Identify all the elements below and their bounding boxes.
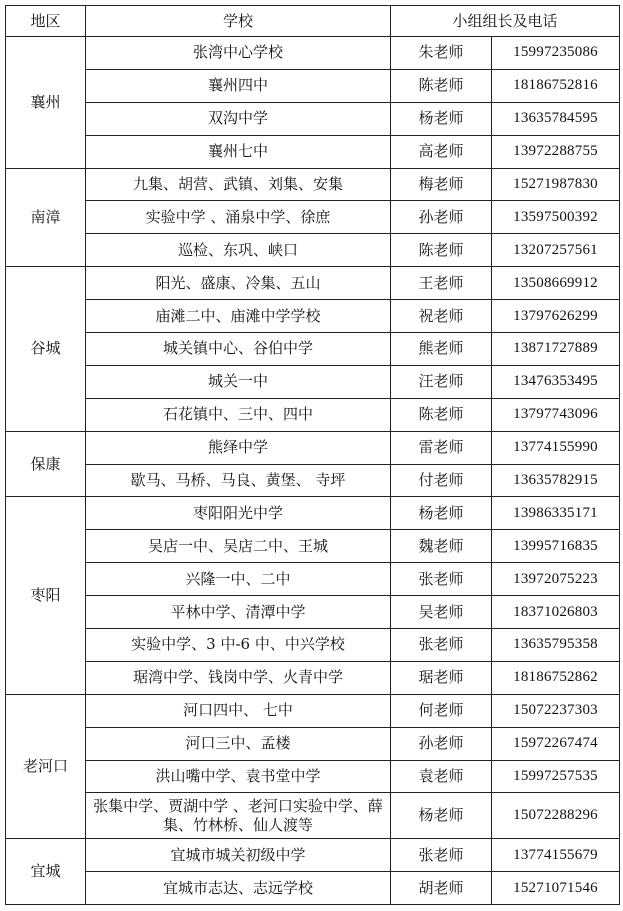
school-cell: 襄州七中 xyxy=(86,135,391,168)
region-cell: 宜城 xyxy=(6,839,86,905)
table-row xyxy=(6,596,620,629)
school-cell: 巡检、东巩、峡口 xyxy=(86,234,391,267)
phone-cell: 13797626299 xyxy=(492,300,620,333)
table-row xyxy=(6,464,620,497)
leader-cell: 杨老师 xyxy=(391,497,492,530)
leader-cell: 张老师 xyxy=(391,629,492,662)
contact-table xyxy=(5,5,620,905)
leader-cell: 孙老师 xyxy=(391,201,492,234)
table-row xyxy=(6,563,620,596)
phone-cell: 13635784595 xyxy=(492,102,620,135)
table-row xyxy=(6,201,620,234)
phone-cell: 13972075223 xyxy=(492,563,620,596)
leader-cell: 何老师 xyxy=(391,694,492,727)
phone-cell: 13635795358 xyxy=(492,629,620,662)
table-row xyxy=(6,135,620,168)
leader-cell: 高老师 xyxy=(391,135,492,168)
school-cell: 宜城市志达、志远学校 xyxy=(86,872,391,905)
school-cell: 吴店一中、吴店二中、王城 xyxy=(86,530,391,563)
table-row xyxy=(6,37,620,70)
leader-cell: 魏老师 xyxy=(391,530,492,563)
table-row xyxy=(6,69,620,102)
leader-cell: 孙老师 xyxy=(391,727,492,760)
school-cell: 阳光、盛康、冷集、五山 xyxy=(86,267,391,300)
phone-cell: 18371026803 xyxy=(492,596,620,629)
phone-cell: 13871727889 xyxy=(492,333,620,366)
leader-cell: 吴老师 xyxy=(391,596,492,629)
header-region: 地区 xyxy=(6,6,86,37)
leader-cell: 朱老师 xyxy=(391,37,492,70)
leader-cell: 杨老师 xyxy=(391,793,492,839)
table-row xyxy=(6,300,620,333)
region-cell: 枣阳 xyxy=(6,497,86,694)
leader-cell: 陈老师 xyxy=(391,398,492,431)
school-cell: 张湾中心学校 xyxy=(86,37,391,70)
header-school: 学校 xyxy=(86,6,391,37)
table-row xyxy=(6,365,620,398)
school-cell: 实验中学 、涌泉中学、徐庶 xyxy=(86,201,391,234)
phone-cell: 13774155679 xyxy=(492,839,620,872)
table-row xyxy=(6,872,620,905)
table-row xyxy=(6,694,620,727)
leader-cell: 张老师 xyxy=(391,563,492,596)
phone-cell: 15072288296 xyxy=(492,793,620,839)
phone-cell: 15972267474 xyxy=(492,727,620,760)
table-row xyxy=(6,760,620,793)
leader-cell: 胡老师 xyxy=(391,872,492,905)
leader-cell: 梅老师 xyxy=(391,168,492,201)
school-cell: 河口三中、孟楼 xyxy=(86,727,391,760)
leader-cell: 杨老师 xyxy=(391,102,492,135)
school-cell: 河口四中、 七中 xyxy=(86,694,391,727)
region-cell: 保康 xyxy=(6,431,86,497)
region-cell: 老河口 xyxy=(6,694,86,839)
school-cell: 琚湾中学、钱岗中学、火青中学 xyxy=(86,661,391,694)
school-cell: 庙滩二中、庙滩中学学校 xyxy=(86,300,391,333)
phone-cell: 13476353495 xyxy=(492,365,620,398)
school-cell: 兴隆一中、二中 xyxy=(86,563,391,596)
leader-cell: 陈老师 xyxy=(391,69,492,102)
school-cell: 歇马、马桥、马良、黄堡、 寺坪 xyxy=(86,464,391,497)
table-row xyxy=(6,398,620,431)
phone-cell: 13207257561 xyxy=(492,234,620,267)
table-row xyxy=(6,839,620,872)
region-cell: 南漳 xyxy=(6,168,86,267)
table-row xyxy=(6,431,620,464)
leader-cell: 琚老师 xyxy=(391,661,492,694)
leader-cell: 王老师 xyxy=(391,267,492,300)
table-row xyxy=(6,661,620,694)
leader-cell: 袁老师 xyxy=(391,760,492,793)
phone-cell: 18186752862 xyxy=(492,661,620,694)
phone-cell: 15271987830 xyxy=(492,168,620,201)
table-row xyxy=(6,629,620,662)
phone-cell: 13635782915 xyxy=(492,464,620,497)
table-row xyxy=(6,102,620,135)
leader-cell: 张老师 xyxy=(391,839,492,872)
phone-cell: 13774155990 xyxy=(492,431,620,464)
table-row xyxy=(6,168,620,201)
school-cell: 宜城市城关初级中学 xyxy=(86,839,391,872)
table-body xyxy=(6,37,620,905)
leader-cell: 汪老师 xyxy=(391,365,492,398)
region-cell: 襄州 xyxy=(6,37,86,169)
school-cell: 熊绎中学 xyxy=(86,431,391,464)
header-leader-phone: 小组组长及电话 xyxy=(391,6,620,37)
region-cell: 谷城 xyxy=(6,267,86,431)
phone-cell: 15072237303 xyxy=(492,694,620,727)
leader-cell: 陈老师 xyxy=(391,234,492,267)
phone-cell: 13995716835 xyxy=(492,530,620,563)
phone-cell: 18186752816 xyxy=(492,69,620,102)
phone-cell: 13986335171 xyxy=(492,497,620,530)
school-cell: 双沟中学 xyxy=(86,102,391,135)
table-row xyxy=(6,497,620,530)
school-cell: 九集、胡营、武镇、刘集、安集 xyxy=(86,168,391,201)
leader-cell: 雷老师 xyxy=(391,431,492,464)
school-cell: 实验中学、3 中-6 中、中兴学校 xyxy=(86,629,391,662)
school-cell: 张集中学、贾湖中学 、老河口实验中学、薛集、竹林桥、仙人渡等 xyxy=(86,793,391,839)
phone-cell: 13972288755 xyxy=(492,135,620,168)
phone-cell: 15997235086 xyxy=(492,37,620,70)
table-row xyxy=(6,530,620,563)
table-row xyxy=(6,333,620,366)
leader-cell: 付老师 xyxy=(391,464,492,497)
school-cell: 襄州四中 xyxy=(86,69,391,102)
table-row xyxy=(6,727,620,760)
school-cell: 平林中学、清潭中学 xyxy=(86,596,391,629)
phone-cell: 15271071546 xyxy=(492,872,620,905)
school-cell: 枣阳阳光中学 xyxy=(86,497,391,530)
table-header-row xyxy=(6,6,620,37)
table-row xyxy=(6,267,620,300)
phone-cell: 13797743096 xyxy=(492,398,620,431)
school-cell: 洪山嘴中学、袁书堂中学 xyxy=(86,760,391,793)
school-cell: 城关一中 xyxy=(86,365,391,398)
leader-cell: 熊老师 xyxy=(391,333,492,366)
phone-cell: 13597500392 xyxy=(492,201,620,234)
school-cell: 石花镇中、三中、四中 xyxy=(86,398,391,431)
table-row xyxy=(6,234,620,267)
leader-cell: 祝老师 xyxy=(391,300,492,333)
table-row xyxy=(6,793,620,839)
school-cell: 城关镇中心、谷伯中学 xyxy=(86,333,391,366)
phone-cell: 15997257535 xyxy=(492,760,620,793)
phone-cell: 13508669912 xyxy=(492,267,620,300)
